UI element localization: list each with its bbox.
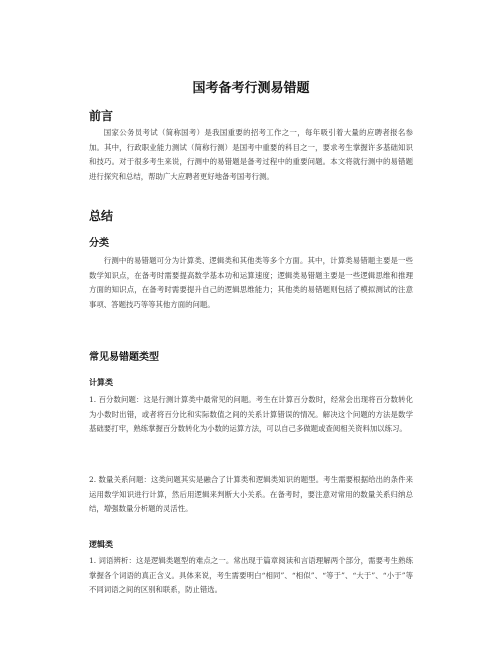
- classification-paragraph: 行测中的易错题可分为计算类、逻辑类和其他类等多个方面。其中，计算类易错题主要是一些数学知识点，在备考时需要提高数学基本功和运算速度；逻辑类易错题主要是一些逻辑思维和推理方面的知识点，在备考时需要提升自己的逻辑思维能力；其他类的易错题则包括了模拟测试的注意事项、答题技巧等等其他方面的问题。: [89, 256, 413, 309]
- logic-heading: 逻辑类: [89, 540, 113, 549]
- preface-heading: 前言: [89, 109, 114, 123]
- preface-paragraph: 国家公务员考试（简称国考）是我国重要的招考工作之一，每年吸引着大量的应聘者报名参加。其中，行政职业能力测试（简称行测）是国考中重要的科目之一，要求考生掌握许多基础知识和技巧。对于很多考生来说，行测中的易错题是备考过程中的重要问题。本文将就行测中的易错题进行探究和总结，帮助广大应聘者更好地备考国考行测。: [89, 128, 413, 181]
- calculation-item-1: 1. 百分数问题：这是行测计算类中最常见的问题。考生在计算百分数时，经常会出现将百分数转化为小数时出错，或者将百分比和实际数值之间的关系计算错误的情况。解决这个问题的方法是数学基础要打牢，熟练掌握百分数转化为小数的运算方法，可以自己多做题或查阅相关资料加以练习。: [89, 395, 413, 434]
- calculation-heading: 计算类: [89, 378, 113, 387]
- logic-item-1: 1. 词语辨析：这是逻辑类题型的难点之一。常出现于篇章阅读和言语理解两个部分，需要考生熟练掌握各个词语的真正含义。具体来说，考生需要明白“相同”、“相似”、“等于”、“大于”、“小于”等不同词语之间的区别和联系，防止错选。: [89, 556, 413, 595]
- classification-heading: 分类: [89, 238, 109, 249]
- page-title: 国考备考行测易错题: [192, 81, 310, 96]
- common-types-heading: 常见易错题类型: [89, 352, 159, 363]
- summary-heading: 总结: [89, 209, 114, 223]
- calculation-item-2: 2. 数量关系问题：这类问题其实是融合了计算类和逻辑类知识的题型。考生需要根据给出的条件来运用数学知识进行计算，然后用逻辑来判断大小关系。在备考时，要注意对常用的数量关系归纳总结，增强数量分析题的灵活性。: [89, 475, 413, 514]
